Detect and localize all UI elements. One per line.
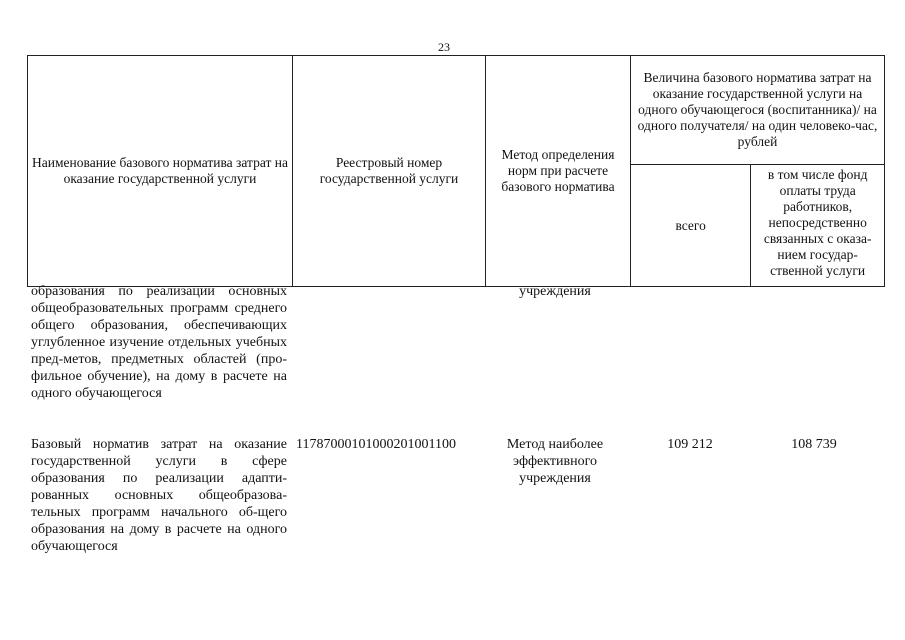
header-fund-cell: в том числе фонд оплаты труда работников, непосредственно связанных с оказа-нием государ-ственной услуги bbox=[751, 165, 885, 287]
header-name-cell: Наименование базового норматива затрат на оказание государственной услуги bbox=[28, 56, 293, 287]
header-total-cell: всего bbox=[631, 165, 751, 287]
row-1-method: учреждения bbox=[519, 284, 591, 299]
row-1-name: образования по реализации основных общеобразовательных программ среднего общего образования, обеспечивающих углубленное изучение отдельных учебных пред-метов, предметных областей (про-фильное обучение), на дому в расчете на одного обучающегося bbox=[31, 284, 287, 401]
header-method-cell: Метод определения норм при расчете базового норматива bbox=[486, 56, 631, 287]
row-2-method: Метод наиболее эффективного учреждения bbox=[506, 437, 604, 486]
row-2-fund: 108 739 bbox=[791, 437, 837, 452]
header-value-cell: Величина базового норматива затрат на оказание государственной услуги на одного обучающегося (воспитанника)/ на одного получателя/ на один человеко-час, рублей bbox=[631, 56, 885, 165]
table-header bbox=[27, 55, 885, 287]
row-2-name: Базовый норматив затрат на оказание государственной услуги в сфере образования по реализации адапти-рованных основных общеобразова-тельных программ начального об-щего образования на дому в расчете на одного обучающегося bbox=[31, 437, 287, 554]
row-2-total: 109 212 bbox=[667, 437, 713, 452]
header-registry-cell: Реестровый номер государственной услуги bbox=[293, 56, 486, 287]
row-2-registry: 11787000101000201001100 bbox=[296, 437, 456, 452]
page-number: 23 bbox=[438, 40, 450, 54]
